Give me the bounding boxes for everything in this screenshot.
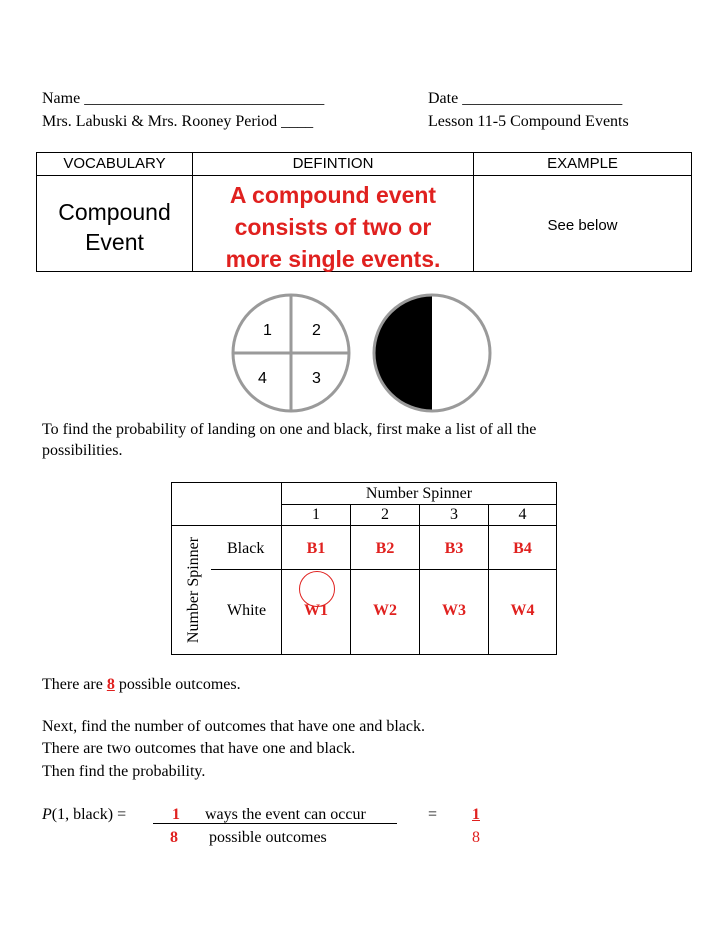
outcome-cell [350, 569, 420, 655]
outcome-cell [419, 569, 489, 655]
column-header: 4 [518, 506, 527, 523]
probability-expression [42, 805, 126, 825]
lesson-title: Lesson 11-5 Compound Events [428, 113, 629, 130]
side-header: Number Spinner [185, 536, 202, 644]
header-vocabulary: VOCABULARY [63, 155, 166, 172]
column-header-cell [281, 504, 351, 526]
color-spinner [374, 295, 490, 411]
intro-line: To find the probability of landing on one and black, first make a list of all the [42, 421, 537, 438]
spinner-label: 3 [312, 370, 321, 387]
row-label-cell [211, 569, 282, 655]
result-numerator: 1 [472, 806, 480, 823]
body-line: There are two outcomes that have one and black. [42, 740, 356, 757]
vocabulary-table [36, 152, 692, 272]
column-header-cell [350, 504, 420, 526]
column-header: 1 [312, 506, 320, 523]
outcome-value: W2 [373, 602, 397, 619]
top-header: Number Spinner [365, 485, 473, 502]
number-spinner [233, 295, 349, 411]
outcome-cell [488, 525, 557, 570]
numerator-text: ways the event can occur [205, 806, 366, 823]
term-line: Compound [58, 199, 171, 225]
p-arguments: (1, black) = [51, 806, 127, 823]
column-header-cell [488, 504, 557, 526]
p-symbol: P [42, 806, 52, 823]
row-label-cell [211, 525, 282, 570]
header-example: EXAMPLE [547, 155, 618, 172]
example-text: See below [547, 217, 618, 234]
column-header: 3 [450, 506, 458, 523]
header-definition: DEFINTION [292, 155, 374, 172]
spinner-label: 2 [312, 322, 321, 339]
intro-line: possibilities. [42, 442, 123, 459]
top-header-cell [281, 482, 557, 505]
outcome-value: W4 [510, 602, 535, 619]
outcome-value: B4 [513, 540, 532, 557]
outcome-cell [419, 525, 489, 570]
outcomes-sentence [42, 675, 241, 695]
body-line: Then find the probability. [42, 763, 206, 780]
row-label: Black [227, 540, 265, 557]
denominator-value: 8 [170, 829, 178, 846]
circle-annotation [299, 571, 335, 607]
outcomes-suffix: possible outcomes. [114, 676, 241, 693]
outcome-value: W1 [304, 602, 328, 619]
outcomes-prefix: There are [42, 676, 107, 693]
numerator-value: 1 [172, 806, 180, 823]
denominator-text: possible outcomes [209, 829, 327, 846]
definition-line: consists of two or [234, 214, 432, 240]
outcome-value: B1 [306, 540, 326, 557]
spinner-label: 4 [258, 370, 267, 387]
teacher-period-line: Mrs. Labuski & Mrs. Rooney Period ____ [42, 113, 314, 130]
outcome-cell [281, 525, 351, 570]
definition-line: A compound event [229, 182, 437, 208]
outcome-value: B2 [375, 540, 395, 557]
equals-sign: = [428, 806, 438, 823]
outcome-value: W3 [442, 602, 466, 619]
outcome-cell [350, 525, 420, 570]
body-line: Next, find the number of outcomes that have one and black. [42, 718, 425, 735]
row-label: White [227, 602, 267, 619]
term-compound-event [37, 197, 192, 257]
outcomes-count: 8 [106, 676, 115, 693]
outcome-value: B3 [444, 540, 464, 557]
spinners-illustration [228, 290, 498, 418]
outcome-cell [488, 569, 557, 655]
term-line: Event [85, 229, 144, 255]
column-header: 2 [381, 506, 389, 523]
date-line: Date ____________________ [428, 90, 623, 107]
definition-text [193, 179, 473, 275]
name-line: Name ______________________________ [42, 90, 325, 107]
column-header-cell [419, 504, 489, 526]
spinner-label: 1 [263, 322, 272, 339]
definition-line: more single events. [225, 246, 441, 272]
result-denominator: 8 [472, 829, 480, 846]
